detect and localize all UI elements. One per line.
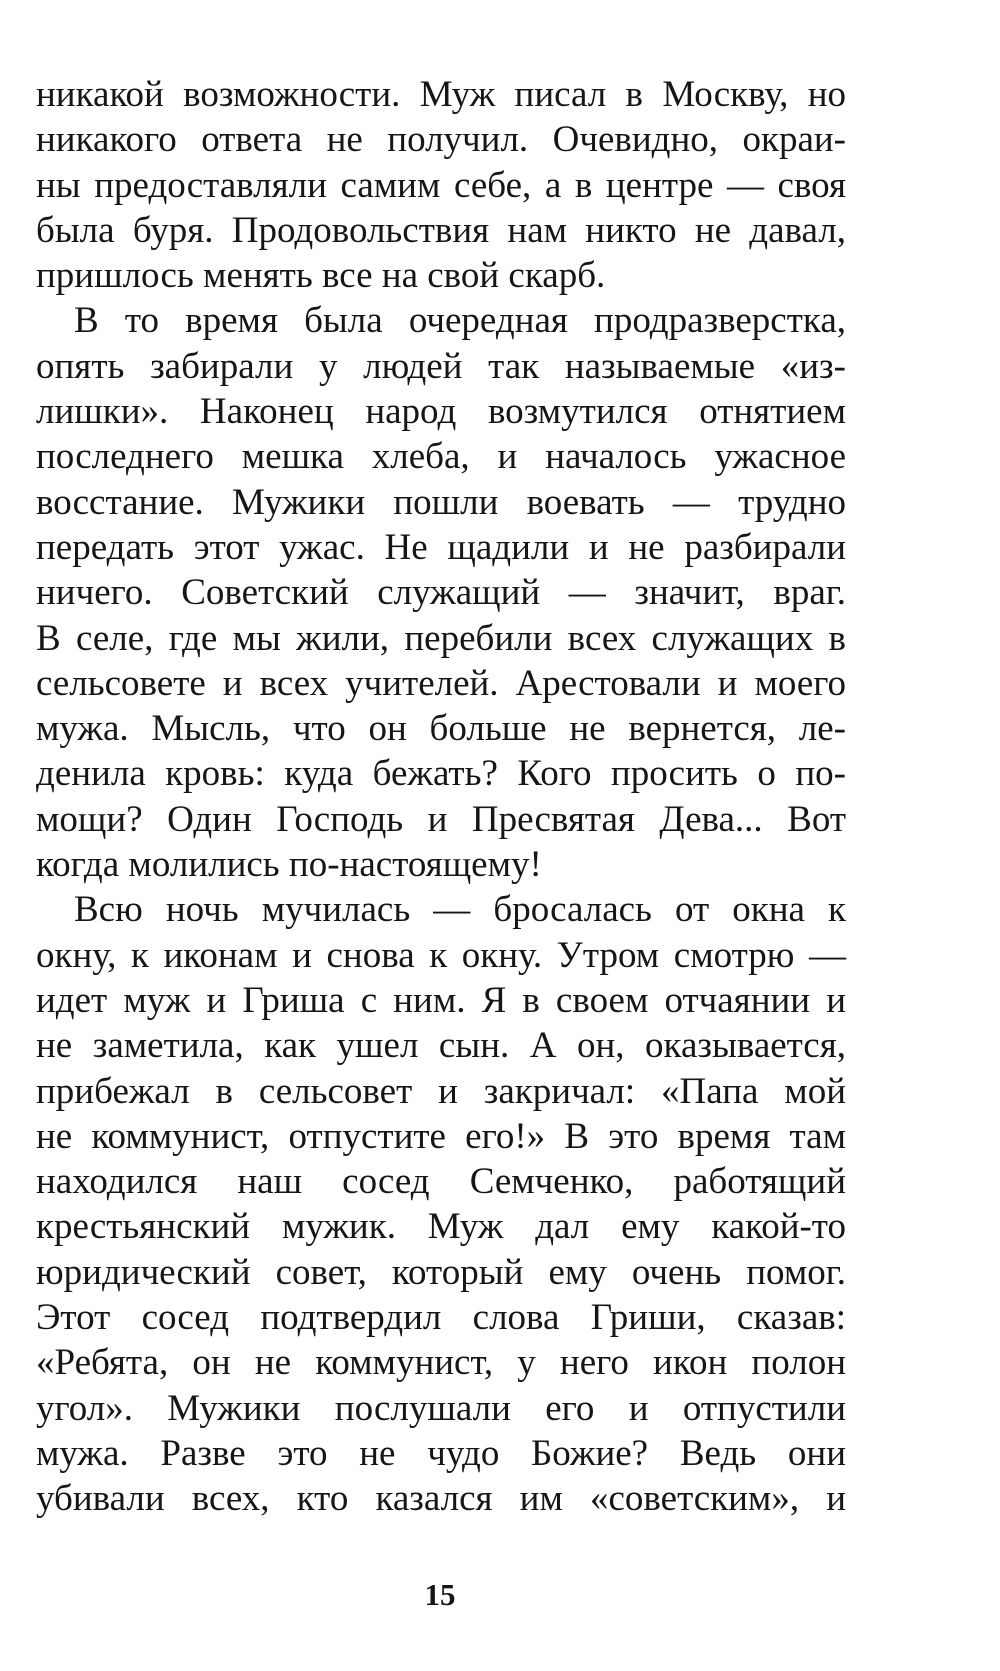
page-number: 15 — [424, 1577, 456, 1612]
body-text — [36, 72, 846, 1522]
text-line: пришлось менять все на свой скарб. — [36, 255, 606, 297]
text-line: В то время была очередная продразверстка, — [74, 300, 846, 342]
text-line: окну, к иконам и снова к окну. Утром смотрю — — [36, 934, 846, 976]
text-line: «Ребята, он не коммунист, у него икон полон — [36, 1342, 846, 1384]
text-line: юридический совет, который ему очень помог. — [36, 1251, 846, 1293]
text-line: опять забирали у людей так называемые «из- — [36, 345, 846, 387]
text-line: убивали всех, кто казался им «советским», и — [36, 1478, 846, 1520]
text-line: восстание. Мужики пошли воевать — трудно — [36, 481, 846, 523]
text-line: когда молились по-настоящему! — [36, 844, 542, 886]
text-line: ничего. Советский служащий — значит, враг. — [36, 572, 846, 614]
text-line: идет муж и Гриша с ним. Я в своем отчаянии и — [36, 979, 846, 1021]
text-line: находился наш сосед Семченко, работящий — [36, 1161, 846, 1203]
text-line: последнего мешка хлеба, и началось ужасное — [36, 436, 846, 478]
text-line: прибежал в сельсовет и закричал: «Папа мой — [36, 1070, 846, 1112]
text-line: мощи? Один Господь и Пресвятая Дева... Вот — [36, 798, 846, 840]
text-line: не коммунист, отпустите его!» В это время там — [36, 1115, 846, 1157]
text-line: была буря. Продовольствия нам никто не давал, — [36, 209, 846, 251]
text-line: не заметила, как ушел сын. А он, оказывается, — [36, 1025, 846, 1067]
text-line: сельсовете и всех учителей. Арестовали и моего — [36, 662, 846, 704]
text-line: передать этот ужас. Не щадили и не разбирали — [36, 526, 846, 568]
text-line: никакого ответа не получил. Очевидно, окраи- — [36, 119, 846, 161]
text-line: Этот сосед подтвердил слова Гриши, сказав: — [36, 1297, 846, 1339]
text-line: лишки». Наконец народ возмутился отнятием — [36, 391, 846, 433]
text-line: В селе, где мы жили, перебили всех служащих в — [36, 617, 846, 659]
text-line: угол». Мужики послушали его и отпустили — [36, 1387, 846, 1429]
text-line: ны предоставляли самим себе, а в центре — своя — [36, 164, 846, 206]
text-line: никакой возможности. Муж писал в Москву, но — [36, 74, 846, 115]
text-line: мужа. Разве это не чудо Божие? Ведь они — [36, 1432, 846, 1474]
text-line: мужа. Мысль, что он больше не вернется, ле- — [36, 708, 846, 750]
text-line: крестьянский мужик. Муж дал ему какой-то — [36, 1206, 846, 1248]
text-line: денила кровь: куда бежать? Кого просить о по- — [36, 753, 846, 795]
text-line: Всю ночь мучилась — бросалась от окна к — [74, 889, 846, 931]
